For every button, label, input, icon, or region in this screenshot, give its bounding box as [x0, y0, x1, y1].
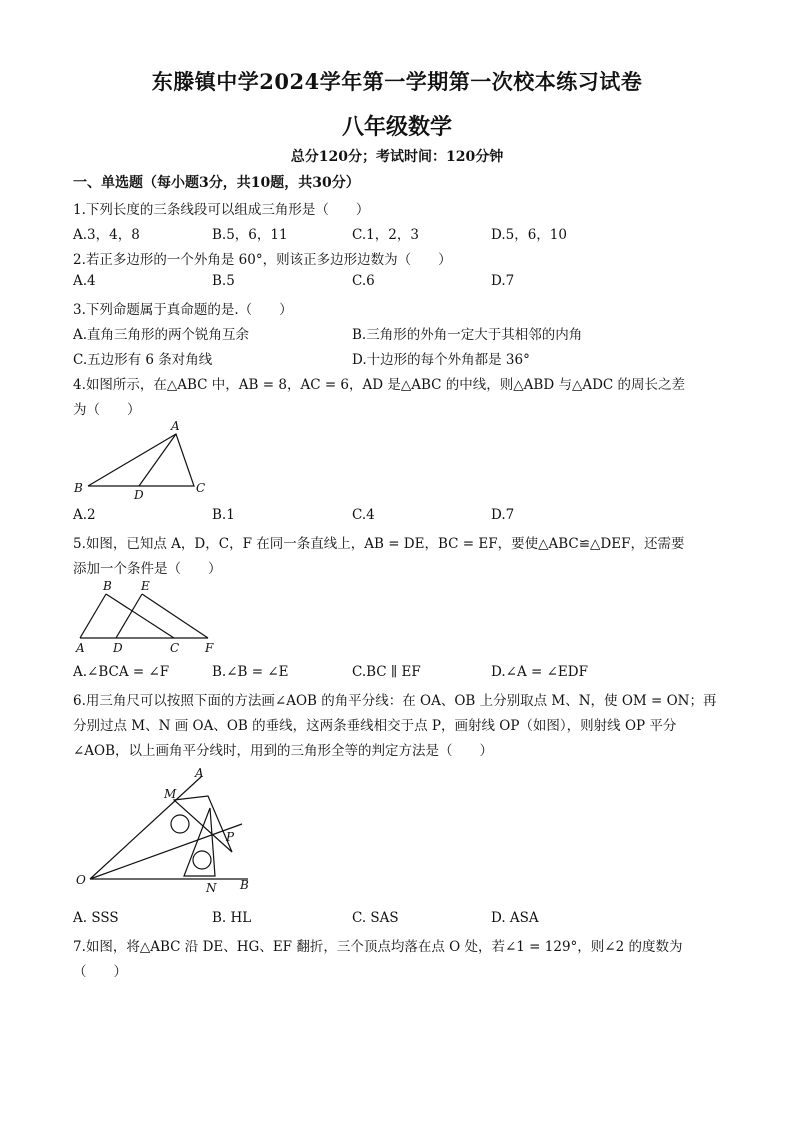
- label-a: A: [195, 766, 204, 780]
- question-6-figure: [70, 764, 260, 898]
- question-4-stem-line2: 为（ ）: [73, 402, 141, 418]
- question-3-stem: 3.下列命题属于真命题的是.（ ）: [73, 302, 293, 318]
- option-a: A.2: [73, 507, 96, 523]
- question-2-stem: 2.若正多边形的一个外角是 60°，则该正多边形边数为（ ）: [73, 252, 452, 268]
- question-6-stem-line2: 分别过点 M、N 画 OA、OB 的垂线，这两条垂线相交于点 P，画射线 OP（如图），则射线 OP 平分: [73, 718, 677, 734]
- label-c: C: [170, 641, 180, 655]
- question-7-stem-line1: 7.如图，将△ABC 沿 DE、HG、EF 翻折，三个顶点均落在点 O 处，若∠1 = 129°，则∠2 的度数为: [73, 939, 683, 955]
- label-e: E: [141, 579, 150, 593]
- label-c: C: [196, 481, 206, 495]
- option-d: D.十边形的每个外角都是 36°: [352, 352, 530, 368]
- set-square-hole-lower: [193, 851, 211, 869]
- question-6-stem-line1: 6.用三角尺可以按照下面的方法画∠AOB 的角平分线：在 OA、OB 上分别取点 M、N，使 OM = ON；再: [73, 693, 717, 709]
- median-ad: [139, 434, 176, 486]
- question-7-stem-line2: （ ）: [73, 964, 127, 980]
- label-b: B: [103, 579, 112, 593]
- label-d: D: [134, 488, 144, 502]
- label-n: N: [206, 881, 217, 895]
- option-c: C. SAS: [352, 910, 399, 926]
- label-b: B: [240, 878, 249, 892]
- segment-ef: [142, 594, 208, 638]
- option-a: A. SSS: [73, 910, 119, 926]
- segment-ab: [80, 594, 106, 638]
- option-b: B.5，6，11: [212, 227, 288, 243]
- option-b: B.三角形的外角一定大于其相邻的内角: [352, 327, 583, 343]
- option-d: D.∠A = ∠EDF: [491, 664, 588, 680]
- question-6-options: [73, 910, 723, 930]
- question-1-options: [73, 223, 723, 243]
- option-c: C.五边形有 6 条对角线: [73, 352, 213, 368]
- option-d: D.5，6，10: [491, 227, 567, 243]
- option-b: B.1: [212, 507, 235, 523]
- label-a: A: [171, 420, 180, 433]
- ray-op: [90, 824, 242, 879]
- ray-oa: [90, 776, 202, 879]
- label-o: O: [76, 873, 86, 887]
- label-d: D: [113, 641, 123, 655]
- segment-bc: [106, 594, 174, 638]
- option-d: D.7: [491, 507, 515, 523]
- label-b: B: [74, 481, 83, 495]
- triangle-abc: [88, 434, 194, 486]
- label-p: P: [226, 830, 235, 844]
- question-4-stem-line1: 4.如图所示，在△ABC 中，AB = 8，AC = 6，AD 是△ABC 的中线，则△ABD 与△ADC 的周长之差: [73, 377, 686, 393]
- label-f: F: [205, 641, 214, 655]
- option-d: D. ASA: [491, 910, 539, 926]
- question-3-options-row2: [73, 348, 723, 368]
- option-a: A.4: [73, 273, 96, 289]
- option-c: C.1，2，3: [352, 227, 419, 243]
- option-a: A.3，4，8: [73, 227, 140, 243]
- question-1-stem: 1.下列长度的三条线段可以组成三角形是（ ）: [73, 202, 370, 218]
- label-m: M: [164, 787, 177, 801]
- question-4-options: [73, 507, 723, 527]
- set-square-hole-upper: [171, 815, 189, 833]
- question-4-figure: [70, 420, 220, 502]
- question-2-options: [73, 273, 723, 293]
- set-square-upper: [174, 796, 232, 852]
- section-heading: 一、单选题（每小题3分，共10题，共30分）: [73, 175, 360, 191]
- option-b: B.∠B = ∠E: [212, 664, 289, 680]
- option-b: B. HL: [212, 910, 252, 926]
- option-d: D.7: [491, 273, 515, 289]
- question-5-figure: [70, 578, 220, 656]
- option-c: C.4: [352, 507, 375, 523]
- question-5-stem-line1: 5.如图，已知点 A，D，C，F 在同一条直线上，AB = DE，BC = EF，要使△ABC≌△DEF，还需要: [73, 536, 685, 552]
- question-6-stem-line3: ∠AOB，以上画角平分线时，用到的三角形全等的判定方法是（ ）: [73, 743, 494, 759]
- segment-de: [116, 594, 142, 638]
- exam-meta: 总分120分；考试时间：120分钟: [290, 149, 504, 165]
- exam-title: 东滕镇中学2024学年第一学期第一次校本练习试卷: [151, 69, 643, 94]
- option-a: A.∠BCA = ∠F: [73, 664, 170, 680]
- question-3-options-row1: [73, 323, 723, 343]
- set-square-lower: [184, 808, 215, 876]
- option-c: C.6: [352, 273, 375, 289]
- option-a: A.直角三角形的两个锐角互余: [73, 327, 250, 343]
- option-b: B.5: [212, 273, 235, 289]
- option-c: C.BC ∥ EF: [352, 664, 421, 680]
- question-5-options: [73, 664, 723, 684]
- question-5-stem-line2: 添加一个条件是（ ）: [73, 561, 222, 577]
- label-a: A: [76, 641, 85, 655]
- exam-subtitle: 八年级数学: [341, 114, 452, 140]
